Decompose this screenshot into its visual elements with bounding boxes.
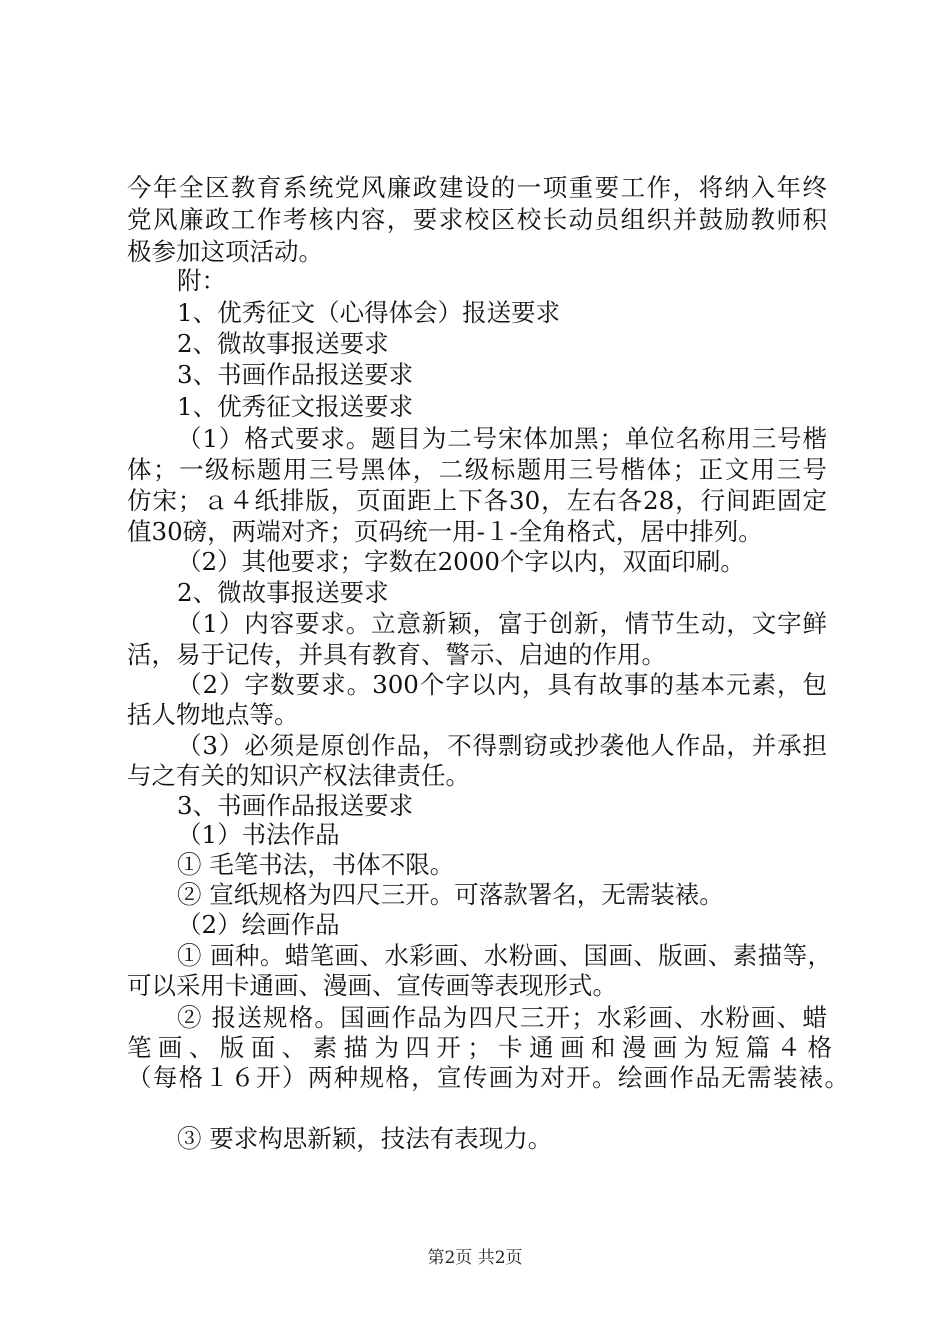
paragraph-line: （2）其他要求；字数在2000个字以内，双面印刷。 bbox=[177, 547, 745, 576]
paragraph-line: 笔画、版面、素描为四开；卡通画和漫画为短篇４格 bbox=[127, 1033, 832, 1062]
section-heading: 2、微故事报送要求 bbox=[177, 578, 389, 607]
paragraph-line: 可以采用卡通画、漫画、宣传画等表现形式。 bbox=[127, 971, 617, 1000]
paragraph-line: 活，易于记传，并具有教育、警示、启迪的作用。 bbox=[127, 640, 666, 669]
paragraph-line: 极参加这项活动。 bbox=[127, 237, 323, 266]
subsection-heading: （1）书法作品 bbox=[177, 820, 340, 849]
page-number-footer: 第2页 共2页 bbox=[427, 1248, 523, 1268]
paragraph-line: （3）必须是原创作品，不得剽窃或抄袭他人作品，并承担 bbox=[177, 731, 827, 760]
paragraph-line: 与之有关的知识产权法律责任。 bbox=[127, 761, 470, 790]
paragraph-line: （1）内容要求。立意新颖，富于创新，情节生动，文字鲜 bbox=[177, 609, 827, 638]
section-heading: 1、优秀征文报送要求 bbox=[177, 392, 414, 421]
appendix-item: 3、书画作品报送要求 bbox=[177, 360, 414, 389]
appendix-item: 1、优秀征文（心得体会）报送要求 bbox=[177, 298, 561, 327]
paragraph-line: 今年全区教育系统党风廉政建设的一项重要工作，将纳入年终 bbox=[127, 173, 827, 202]
list-item: ③ 要求构思新颖，技法有表现力。 bbox=[177, 1124, 553, 1153]
appendix-heading: 附： bbox=[177, 266, 226, 295]
paragraph-line: 括人物地点等。 bbox=[127, 700, 299, 729]
list-item: ② 宣纸规格为四尺三开。可落款署名，无需装裱。 bbox=[177, 880, 724, 909]
paragraph-line: （2）字数要求。300个字以内，具有故事的基本元素，包 bbox=[177, 670, 827, 699]
list-item: ① 画种。蜡笔画、水彩画、水粉画、国画、版画、素描等， bbox=[177, 941, 832, 970]
paragraph-line: （1）格式要求。题目为二号宋体加黑；单位名称用三号楷 bbox=[177, 424, 827, 453]
section-heading: 3、书画作品报送要求 bbox=[177, 791, 414, 820]
paragraph-line: 仿宋；ａ４纸排版，页面距上下各30，左右各28，行间距固定 bbox=[127, 486, 827, 515]
paragraph-line: 体；一级标题用三号黑体，二级标题用三号楷体；正文用三号 bbox=[127, 455, 827, 484]
list-item: ② 报送规格。国画作品为四尺三开；水彩画、水粉画、蜡 bbox=[177, 1003, 827, 1032]
paragraph-line: 党风廉政工作考核内容，要求校区校长动员组织并鼓励教师积 bbox=[127, 205, 827, 234]
paragraph-line: 值30磅，两端对齐；页码统一用-１-全角格式，居中排列。 bbox=[127, 517, 763, 546]
subsection-heading: （2）绘画作品 bbox=[177, 910, 340, 939]
list-item: ① 毛笔书法，书体不限。 bbox=[177, 850, 455, 879]
paragraph-line: （每格１６开）两种规格，宣传画为对开。绘画作品无需装裱。 bbox=[127, 1063, 849, 1092]
appendix-item: 2、微故事报送要求 bbox=[177, 329, 389, 358]
